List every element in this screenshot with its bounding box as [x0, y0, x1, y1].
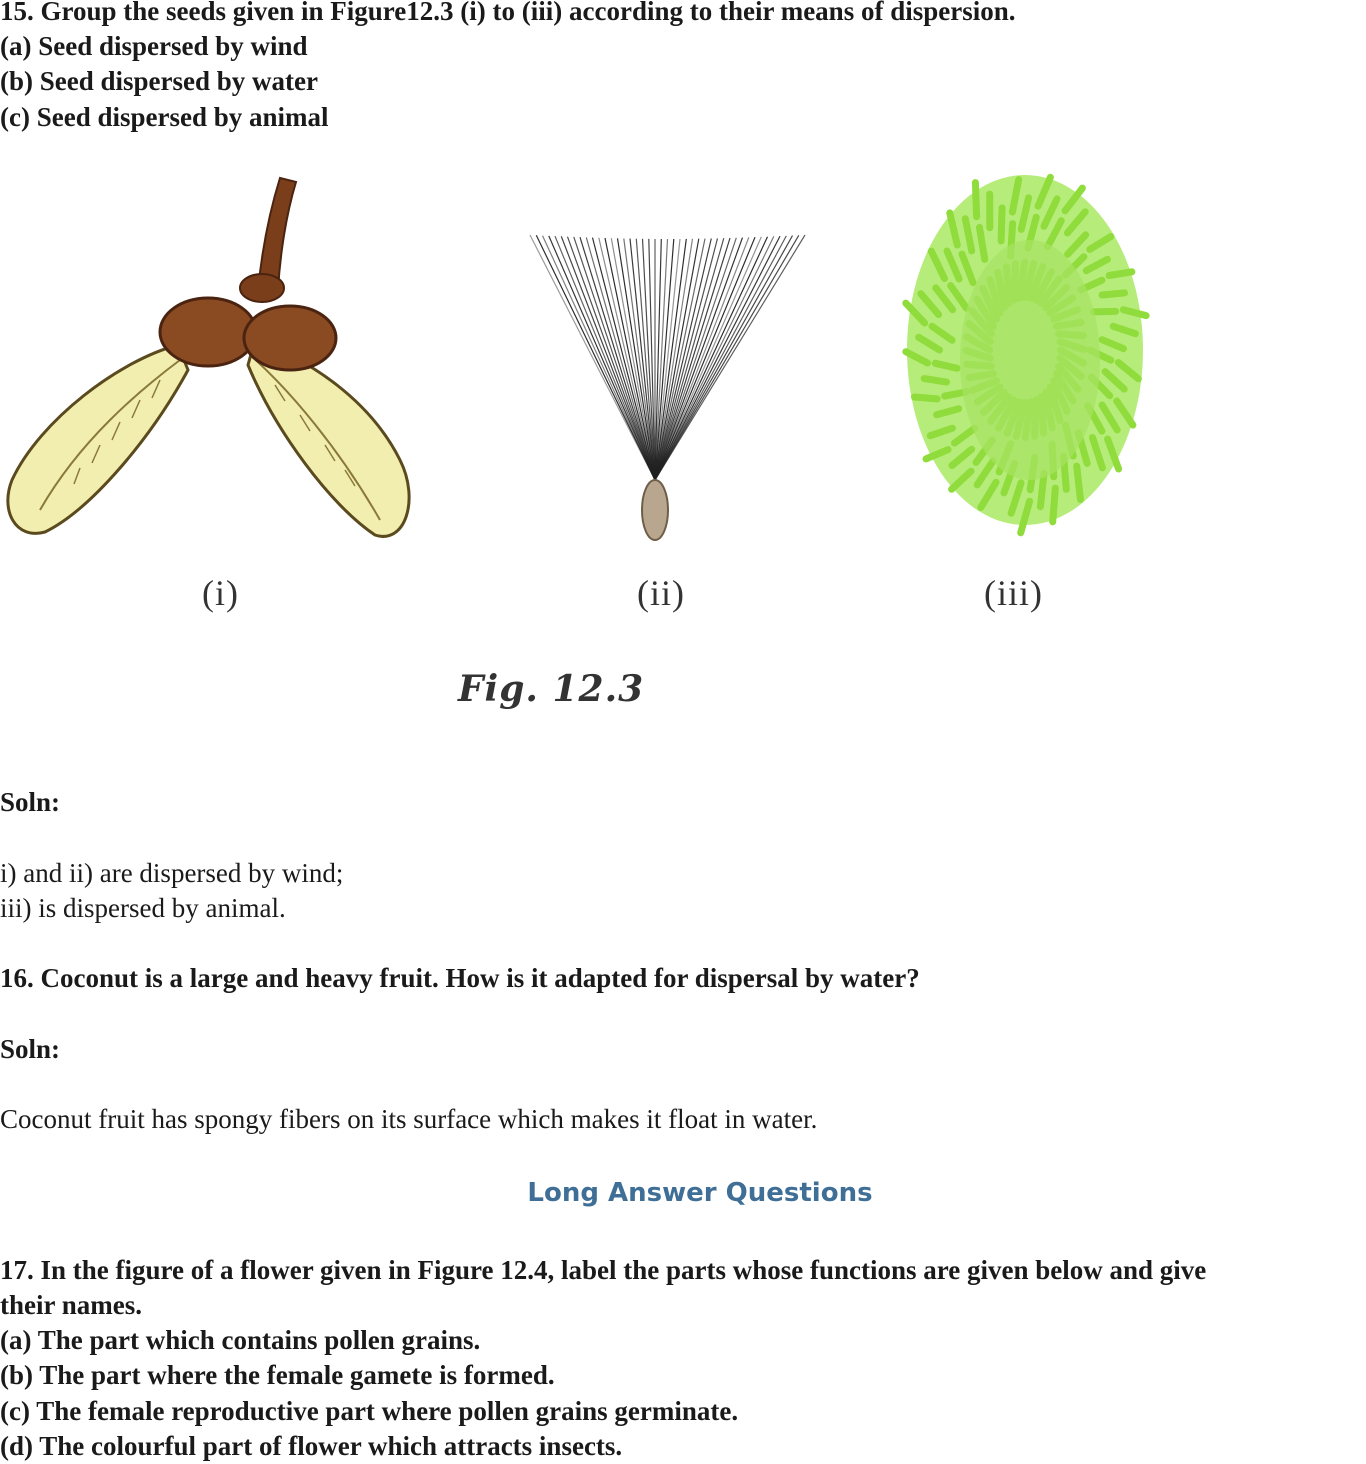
question-15-title: 15. Group the seeds given in Figure12.3 (i) to (iii) according to their means of dispersion. — [0, 0, 1015, 29]
solution-15-line-2: iii) is dispersed by animal. — [0, 891, 286, 926]
figure-label-ii: (ii) — [637, 572, 685, 614]
question-17-option-d: (d) The colourful part of flower which attracts insects. — [0, 1429, 622, 1464]
solution-15-heading: Soln: — [0, 785, 60, 820]
figure-label-i: (i) — [202, 572, 239, 614]
figure-caption: Fig. 12.3 — [458, 668, 644, 710]
spiny-fruit-icon — [906, 175, 1146, 533]
hairy-seed-icon — [530, 235, 805, 540]
question-17-option-b: (b) The part where the female gamete is formed. — [0, 1358, 555, 1393]
question-17-title-line-2: their names. — [0, 1288, 142, 1323]
question-17-option-a: (a) The part which contains pollen grains. — [0, 1323, 480, 1358]
question-17-title-line-1: 17. In the figure of a flower given in Figure 12.4, label the parts whose functions are given below and give — [0, 1253, 1206, 1288]
question-15-option-a: (a) Seed dispersed by wind — [0, 29, 308, 64]
question-16-title: 16. Coconut is a large and heavy fruit. How is it adapted for dispersal by water? — [0, 961, 920, 996]
winged-seed-icon — [8, 178, 409, 536]
solution-16-text: Coconut fruit has spongy fibers on its surface which makes it float in water. — [0, 1102, 817, 1137]
seed-dispersal-figure — [0, 160, 1366, 630]
section-heading: Long Answer Questions — [0, 1178, 1366, 1208]
solution-15-line-1: i) and ii) are dispersed by wind; — [0, 856, 343, 891]
figure-label-iii: (iii) — [984, 572, 1043, 614]
question-15-option-c: (c) Seed dispersed by animal — [0, 100, 329, 135]
question-15-option-b: (b) Seed dispersed by water — [0, 64, 318, 99]
solution-16-heading: Soln: — [0, 1032, 60, 1067]
question-17-option-c: (c) The female reproductive part where pollen grains germinate. — [0, 1394, 738, 1429]
